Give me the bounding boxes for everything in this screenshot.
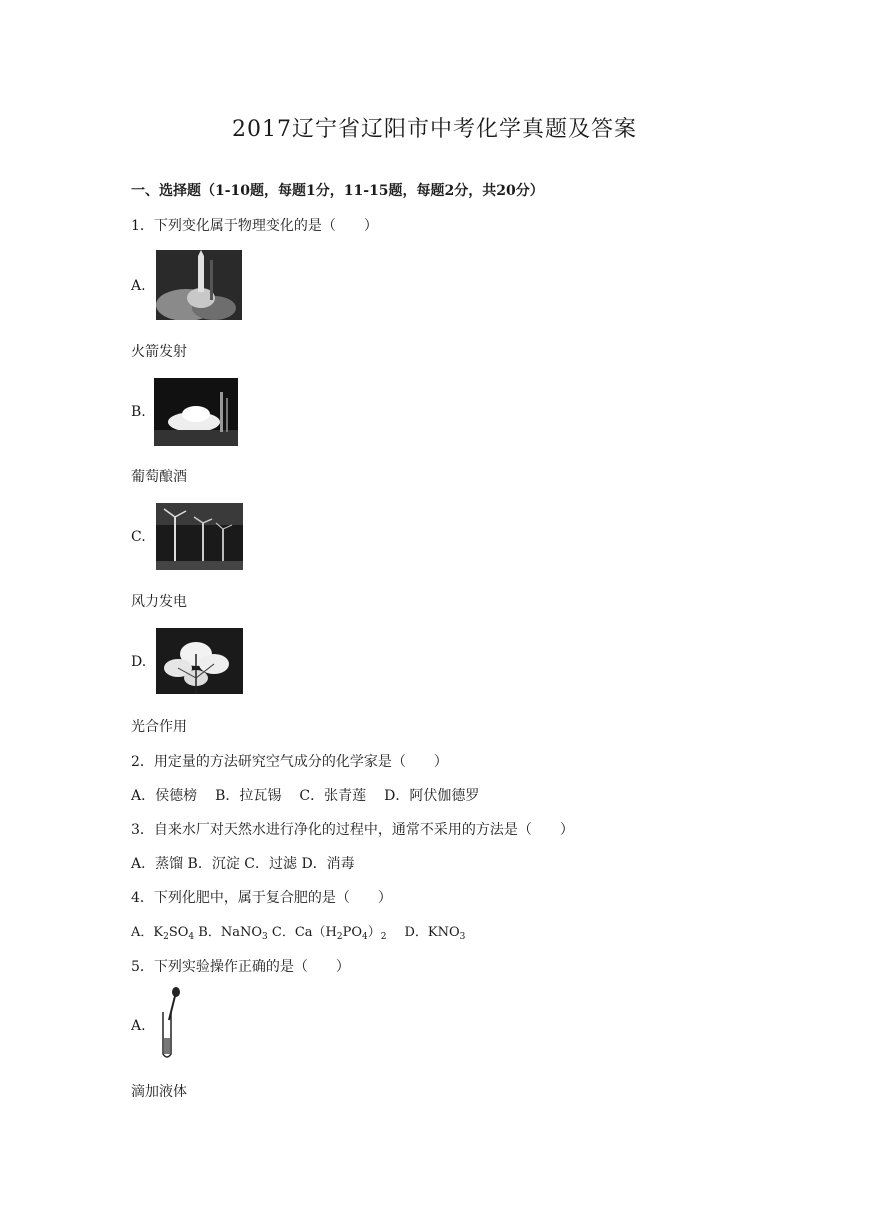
option-2a: A．侯德榜 (131, 788, 198, 804)
page-title: 2017辽宁省辽阳市中考化学真题及答案 (232, 117, 637, 142)
option-label-5a: A. (131, 1018, 146, 1034)
option-label-1d: D. (131, 654, 147, 670)
question-4-stem: 4．下列化肥中，属于复合肥的是（ ） (131, 890, 392, 906)
option-caption-5a: 滴加液体 (131, 1084, 187, 1100)
option-label-1c: C. (131, 529, 146, 545)
question-3-stem: 3．自来水厂对天然水进行净化的过程中，通常不采用的方法是（ ） (131, 822, 574, 838)
option-4b: B．NaNO$_3$ (194, 925, 268, 942)
rocket-launch-image (156, 250, 242, 320)
option-caption-1c: 风力发电 (131, 594, 187, 610)
option-2c: C．张青莲 (299, 788, 367, 804)
option-4c: C．$Ca(H_2PO_4)_2$ (267, 925, 387, 942)
question-3-options: A．蒸馏 B．沉淀 C．过滤 D．消毒 (131, 856, 355, 872)
question-4-options (131, 921, 465, 940)
option-caption-1b: 葡萄酿酒 (131, 469, 187, 485)
option-caption-1a: 火箭发射 (131, 344, 187, 360)
grape-wine-image (154, 378, 238, 446)
option-2d: D．阿伏伽德罗 (384, 788, 480, 804)
question-2-options (131, 785, 479, 805)
plant-leaves-image (156, 628, 243, 694)
option-label-1a: A. (131, 278, 146, 294)
option-caption-1d: 光合作用 (131, 719, 187, 735)
dropper-test-tube-image (156, 986, 186, 1062)
wind-turbines-image (156, 503, 243, 570)
option-4d: D．$KNO_3$ (404, 925, 466, 942)
option-4a: A．$K_2SO_4$ (131, 925, 195, 942)
question-2-stem: 2．用定量的方法研究空气成分的化学家是（ ） (131, 754, 448, 770)
option-2b: B．拉瓦锡 (215, 788, 282, 804)
question-1-stem: 1．下列变化属于物理变化的是（ ） (131, 218, 378, 234)
question-5-stem: 5．下列实验操作正确的是（ ） (131, 959, 350, 975)
section-heading: 一、选择题（1-10题，每题1分，11-15题，每题2分，共20分） (131, 183, 544, 199)
option-label-1b: B. (131, 404, 146, 420)
